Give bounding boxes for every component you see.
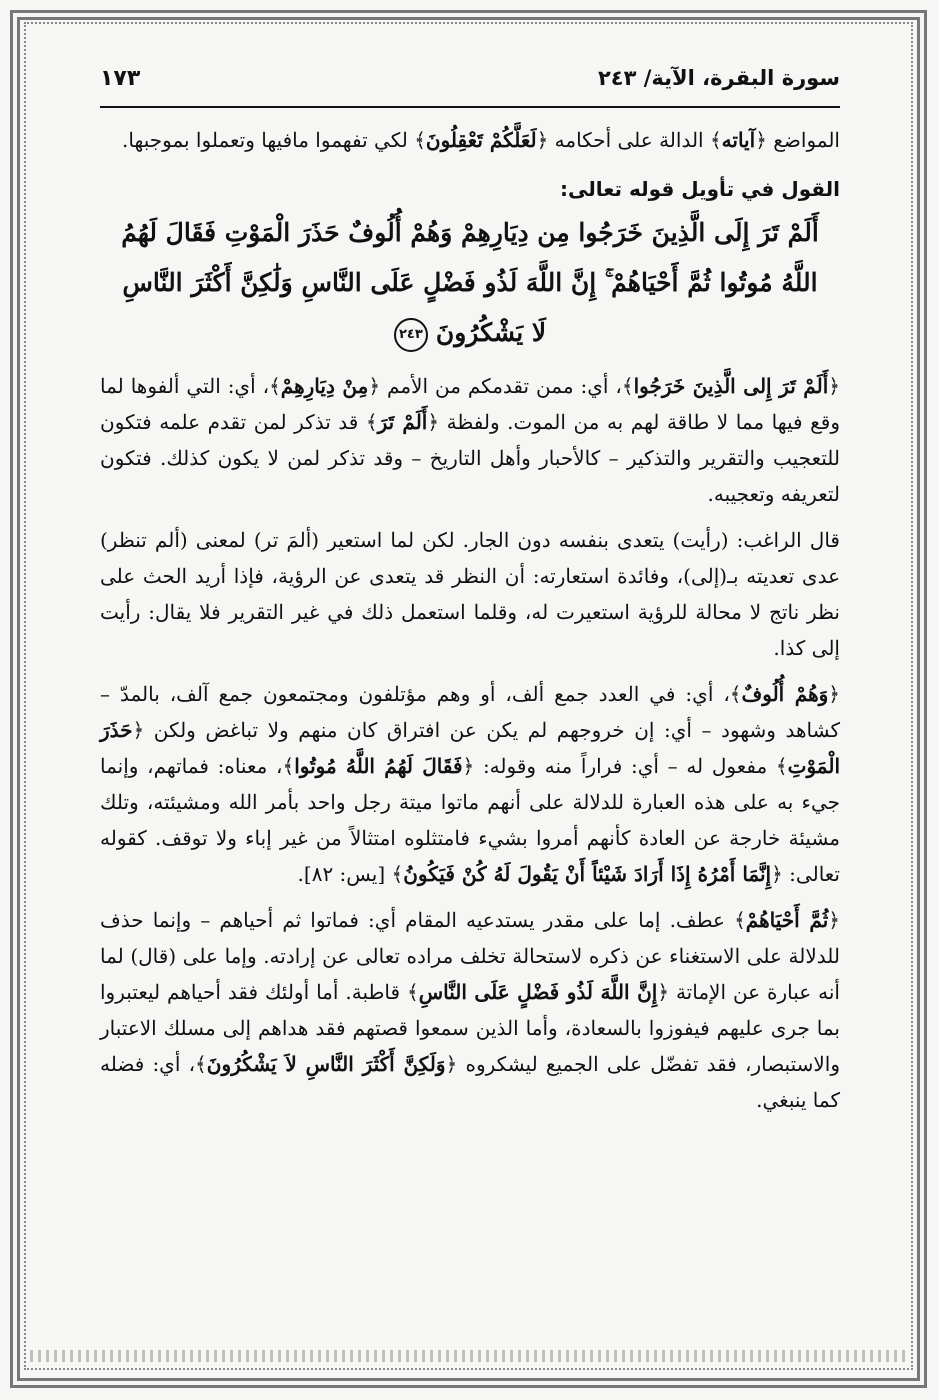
paragraph-text: [يس: ٨٢]. <box>297 862 392 886</box>
quote-text: وَلَكِنَّ أَكْثَرَ النَّاسِ لاَ يَشْكُرُونَ <box>206 1052 446 1076</box>
paragraph-text: قاطبة. أما أولئك فقد أحياهم ليعتبروا بما جرى عليهم فيفوزوا بالسعادة، وأما الذين سمعوا قصتهم فقد هداهم إلى مسلك الاعتبار والاستبصار، فقد تفضّل على الجميع ليشكروه <box>100 980 840 1076</box>
page-border-ornament <box>30 1350 907 1362</box>
book-page <box>100 66 840 1118</box>
quote-text: إِنَّمَا أَمْرُهُ إِذَا أَرَادَ شَيْئاً أَنْ يَقُولَ لَهُ كُنْ فَيَكُونُ <box>403 862 772 886</box>
quran-quote: ﴿أَلَمْ تَرَ إِلى الَّذِينَ خَرَجُوا﴾ <box>621 374 840 398</box>
section-heading: القول في تأويل قوله تعالى: <box>560 177 840 201</box>
quote-text: وَهُمْ أُلُوفٌ <box>741 682 829 706</box>
paragraph-text: ، أي: التي ألفوها لما وقع فيها مما لا طاقة لهم به من الموت. ولفظة <box>100 374 840 434</box>
commentary-paragraph-1 <box>100 368 840 512</box>
paragraph-text: ، أي: في العدد جمع ألف، أو وهم مؤتلفون ومجتمعون جمع آلف، بالمدّ – كشاهد وشهود – أي: إن خروجهم لم يكن عن افتراق كان منهم ولا تباغض ولكن <box>100 682 840 742</box>
header-title: سورة البقرة، الآية/ ٢٤٣ <box>597 66 840 90</box>
quran-quote: ﴿مِنْ دِيَارِهِمْ﴾ <box>269 374 381 398</box>
running-header <box>100 66 840 108</box>
quran-quote: ﴿وَهُمْ أُلُوفٌ﴾ <box>729 682 840 706</box>
quran-quote: ﴿لَعَلَّكُمْ تَعْقِلُونَ﴾ <box>414 128 549 152</box>
quran-quote: ﴿آياته﴾ <box>709 128 767 152</box>
paragraph-text: ، أي: فضله كما ينبغي. <box>100 1052 840 1112</box>
quote-text: حَذَرَ الْمَوْتِ <box>100 718 840 778</box>
commentary-paragraph-4 <box>100 902 840 1118</box>
quote-text: فَقَالَ لَهُمُ اللَّهُ مُوتُوا <box>294 754 463 778</box>
intro-text-3: لكي تفهموا مافيها وتعملوا بموجبها. <box>122 128 415 152</box>
quote-text: ثُمَّ أَحْيَاهُمْ <box>745 908 829 932</box>
intro-text-1: المواضع <box>766 128 840 152</box>
quran-quote: ﴿إِنَّ اللَّهَ لَذُو فَضْلٍ عَلَى النَّاسِ﴾ <box>406 980 670 1004</box>
quran-quote: ﴿ثُمَّ أَحْيَاهُمْ﴾ <box>734 908 840 932</box>
paragraph-text: عطف. إما على مقدر يستدعيه المقام أي: فماتوا ثم أحياهم – وإنما حذف للدلالة على الاستغناء عن ذكره لاستحالة تخلف مراده تعالى عن إرادته. وإما على (قال) لما أنه عبارة عن الإماتة <box>100 908 840 1004</box>
quran-quote: ﴿فَقَالَ لَهُمُ اللَّهُ مُوتُوا﴾ <box>282 754 475 778</box>
quote-text: أَلَمْ تَرَ <box>377 410 428 434</box>
verse-end-text: لَا يَشْكُرُونَ <box>435 318 547 347</box>
quote-text: مِنْ دِيَارِهِمْ <box>280 374 369 398</box>
ayah-number-marker: ٢٤٣ <box>394 318 428 352</box>
quote-text: لَعَلَّكُمْ تَعْقِلُونَ <box>425 128 537 152</box>
commentary-paragraph-2: قال الراغب: (رأيت) يتعدى بنفسه دون الجار. لكن لما استعير (ألمَ تر) لمعنى (ألم تنظر) عدى تعديته بـ(إلى)، وفائدة استعارته: أن النظر قد يتعدى عن الرؤية، فإذا أريد الحث على نظر ناتج لا محالة للرؤية استعيرت له، وقلما استعمل ذلك في غير التقرير فلا يقال: رأيت إلى كذا. <box>100 528 840 660</box>
quran-verse <box>100 208 840 358</box>
quote-text: أَلَمْ تَرَ إِلى الَّذِينَ خَرَجُوا <box>633 374 829 398</box>
paragraph-text: ، معناه: فماتهم، وإنما جيء به على هذه العبارة للدلالة على أنهم ماتوا ميتة رجل واحد بأمر الله ومشيئته، وتلك مشيئة خارجة عن العادة كأنهم أمروا بشيء فامتثلوه امتثالاً من غير إباء ولا توقف. كقوله تعالى: <box>100 754 840 886</box>
quran-quote: ﴿أَلَمْ تَرَ﴾ <box>365 410 440 434</box>
quran-quote: ﴿إِنَّمَا أَمْرُهُ إِذَا أَرَادَ شَيْئاً أَنْ يَقُولَ لَهُ كُنْ فَيَكُونُ﴾ <box>391 862 783 886</box>
intro-text-2: الدالة على أحكامه <box>548 128 710 152</box>
paragraph-text: مفعول له – أي: فراراً منه وقوله: <box>474 754 776 778</box>
commentary-paragraph-3 <box>100 676 840 892</box>
quran-quote: ﴿وَلَكِنَّ أَكْثَرَ النَّاسِ لاَ يَشْكُرُونَ﴾ <box>195 1052 458 1076</box>
quote-text: آياته <box>721 128 756 152</box>
paragraph-text: قد تذكر لمن تقدم علمه فتكون للتعجيب والتقرير والتذكير – كالأحبار وأهل التاريخ – وقد تذكر لمن لا يكون كذلك. فتكون لتعريفه وتعجيبه. <box>100 410 840 506</box>
quran-quote: ﴿حَذَرَ الْمَوْتِ﴾ <box>100 718 840 778</box>
page-number: ١٧٣ <box>100 66 141 91</box>
verse-end <box>100 308 840 358</box>
quote-text: إِنَّ اللَّهَ لَذُو فَضْلٍ عَلَى النَّاسِ <box>418 980 658 1004</box>
intro-paragraph <box>100 122 840 158</box>
verse-text: أَلَمْ تَرَ إِلَى الَّذِينَ خَرَجُوا مِن دِيَارِهِمْ وَهُمْ أُلُوفٌ حَذَرَ الْمَوْتِ فَقَالَ لَهُمُ اللَّهُ مُوتُوا ثُمَّ أَحْيَاهُمْ ۚ إِنَّ اللَّهَ لَذُو فَضْلٍ عَلَى النَّاسِ وَلَٰكِنَّ أَكْثَرَ النَّاسِ <box>121 218 819 297</box>
paragraph-text: ، أي: ممن تقدمكم من الأمم <box>380 374 622 398</box>
